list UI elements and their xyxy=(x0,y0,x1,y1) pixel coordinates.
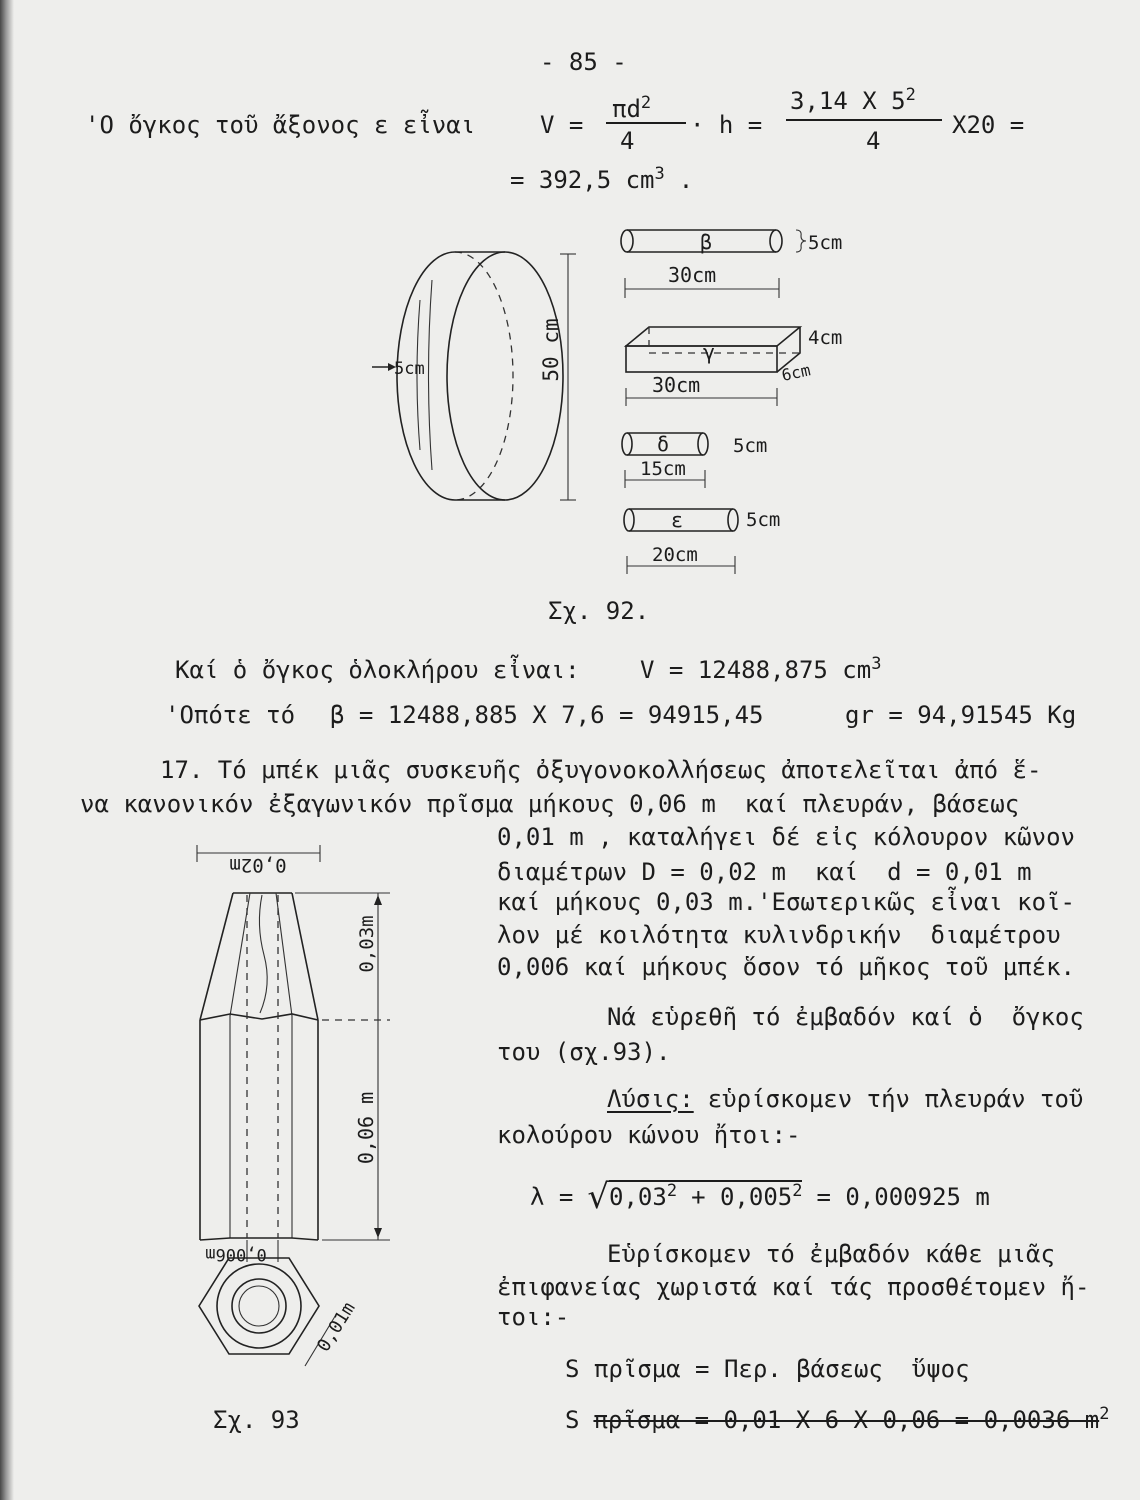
weight-text: 'Οπότε τό xyxy=(165,701,296,729)
prism-bottom-edge xyxy=(200,1238,318,1240)
beta-length-label: 30cm xyxy=(668,263,717,287)
solution-line-1-text: εὑρίσκομεν τήν πλευράν τοῦ xyxy=(707,1085,1084,1113)
hexagon-chamfer-circle xyxy=(217,1264,301,1348)
scan-edge xyxy=(0,0,14,1500)
gamma-front-face xyxy=(626,346,777,372)
figure-93-drawing xyxy=(185,838,400,1398)
fraction-2-numerator xyxy=(790,87,916,115)
problem-17-line-1: 17. Τό μπέκ μιᾶς συσκευῆς ὀξυγονοκολλήσεως ἀποτελεῖται ἀπό ἕ- xyxy=(160,756,1042,784)
gamma-width-label: 6cm xyxy=(779,360,813,385)
arrowhead-bottom xyxy=(374,1228,382,1238)
disc-thickness-label: 5cm xyxy=(394,359,425,379)
delta-diameter-label: 5cm xyxy=(733,435,768,457)
top-diameter-dimension xyxy=(197,845,320,876)
bore-inner-circle xyxy=(239,1286,279,1326)
bore-dimension xyxy=(205,1240,278,1264)
beta-label: β xyxy=(700,230,713,254)
problem-17-line-2: να κανονικόν ἐξαγωνικόν πρῖσμα μήκους 0,06 m καί πλευράν, βάσεως xyxy=(80,790,1020,818)
prism-area-calculation xyxy=(565,1406,1109,1434)
hexagonal-prism xyxy=(200,895,318,1240)
page-number: - 85 - xyxy=(540,48,627,76)
epsilon-length-label: 20cm xyxy=(652,544,698,566)
figure-93-caption: Σχ. 93 xyxy=(213,1406,300,1434)
top-diameter-label: 0,02m xyxy=(229,854,287,876)
epsilon-left-end xyxy=(624,509,634,531)
part-gamma xyxy=(626,327,842,406)
arrowhead-top xyxy=(374,895,382,905)
beta-diameter-label: 5cm xyxy=(808,232,843,254)
delta-left-end xyxy=(622,433,632,455)
hexagon-end-view xyxy=(199,1258,360,1366)
delta-label: δ xyxy=(657,432,670,456)
problem-17-line-4: διαμέτρων D = 0,02 m καί d = 0,01 m xyxy=(497,858,1032,886)
lambda-radicand xyxy=(609,1180,802,1211)
beta-diameter-brace xyxy=(796,230,806,252)
truncated-cone xyxy=(200,893,318,1020)
part-beta xyxy=(621,230,842,298)
figure-92-drawing xyxy=(360,215,870,585)
radicand-term-a-exponent: 2 xyxy=(666,1181,678,1201)
solution-line-3: Εὑρίσκομεν τό ἐμβαδόν κάθε μιᾶς xyxy=(607,1240,1055,1268)
solution-heading: Λύσις: xyxy=(607,1085,694,1113)
fraction-1-numerator-text: πd xyxy=(612,95,641,123)
problem-17-line-6: λον μέ κοιλότητα κυλινδρικήν διαμέτρου xyxy=(497,921,1061,949)
fraction-2-bar xyxy=(786,119,942,121)
cone-left-edge xyxy=(200,893,233,1020)
solution-line-4: ἐπιφανείας χωριστά καί τάς προσθέτομεν ἤ- xyxy=(497,1273,1090,1301)
disc-diameter-dimension xyxy=(539,254,576,500)
problem-17-question-2: του (σχ.93). xyxy=(497,1038,671,1066)
delta-length-label: 15cm xyxy=(640,458,686,480)
solution-line-5: τοι:- xyxy=(497,1303,570,1331)
problem-17-line-7: 0,006 καί μήκους ὅσον τό μῆκος τοῦ μπέκ. xyxy=(497,953,1075,981)
fraction-2-denominator: 4 xyxy=(866,127,881,155)
gamma-height-label: 4cm xyxy=(808,327,843,349)
radicand-term-b: + 0,005 xyxy=(691,1183,793,1211)
gamma-length-label: 30cm xyxy=(652,373,701,397)
figure-92-caption: Σχ. 92. xyxy=(548,597,650,625)
square-root-sign: √ xyxy=(587,1177,610,1217)
axle-volume-intro: 'Ο ὄγκος τοῦ ἄξονος ε εἶναι xyxy=(85,111,476,139)
cone-length-label: 0,03m xyxy=(356,915,378,973)
total-volume-formula xyxy=(640,656,881,684)
bore-diameter-label: 0,006m xyxy=(205,1244,267,1264)
lambda-rhs: = 0,000925 m xyxy=(816,1183,990,1211)
axle-volume-result xyxy=(510,166,693,194)
problem-17-line-3: 0,01 m , καταλήγει δέ εἰς κόλουρον κῶνον xyxy=(497,823,1075,851)
fraction-2-numerator-text: 3,14 X 5 xyxy=(790,87,906,115)
length-factor: X20 = xyxy=(952,111,1025,139)
times-height: · h = xyxy=(690,111,763,139)
lambda-formula xyxy=(530,1177,990,1217)
part-delta xyxy=(622,432,767,488)
weight-result: gr = 94,91545 Kg xyxy=(845,701,1077,729)
epsilon-diameter-label: 5cm xyxy=(746,509,781,531)
fraction-1-exponent: 2 xyxy=(640,93,652,113)
fraction-1-numerator xyxy=(612,95,651,123)
fraction-1-denominator: 4 xyxy=(620,127,635,155)
volume-symbol: V = xyxy=(540,111,584,139)
side-length-label: 0,01m xyxy=(313,1298,360,1356)
problem-17-question-1: Νά εὑρεθῆ τό ἐμβαδόν καί ὁ ὄγκος xyxy=(607,1003,1084,1031)
length-dimensions xyxy=(295,893,390,1240)
epsilon-label: ε xyxy=(671,508,684,532)
lambda-lhs: λ = xyxy=(530,1183,574,1211)
axle-volume-result-exponent: 3 xyxy=(654,164,665,184)
total-volume-formula-text: V = 12488,875 cm xyxy=(640,656,872,684)
problem-17-line-5: καί μήκους 0,03 m.'Εσωτερικῶς εἶναι κοῖ- xyxy=(497,888,1075,916)
prism-area-struck-text: πρῖσμα = 0,01 X 6 X 0,06 = 0,0036 m xyxy=(593,1406,1100,1434)
solution-line-1 xyxy=(607,1085,1083,1113)
total-volume-exponent: 3 xyxy=(871,654,882,674)
prism-area-symbol: S xyxy=(565,1406,580,1434)
beta-right-end xyxy=(770,230,782,252)
cone-base-edge xyxy=(200,1014,318,1020)
fraction-1-bar xyxy=(606,122,686,124)
disc-thickness-dimension xyxy=(372,359,425,379)
prism-area-exponent: 2 xyxy=(1099,1404,1110,1424)
total-volume-text: Καί ὁ ὄγκος ὁλοκλήρου εἶναι: xyxy=(175,656,580,684)
disc-diameter-label: 50 cm xyxy=(539,318,563,382)
delta-right-end xyxy=(698,433,708,455)
cone-shading-line xyxy=(259,895,267,1013)
radicand-term-a: 0,03 xyxy=(609,1183,667,1211)
radicand-term-b-exponent: 2 xyxy=(792,1181,803,1201)
solution-line-2: κολούρου κώνου ἤτοι:- xyxy=(497,1121,801,1149)
axle-volume-result-text: = 392,5 cm xyxy=(510,166,655,194)
gamma-label: γ xyxy=(703,340,716,364)
fraction-2-exponent: 2 xyxy=(905,85,916,105)
axle-volume-result-end: . xyxy=(678,166,694,194)
prism-area-formula: S πρῖσμα = Περ. βάσεως ὕψος xyxy=(565,1355,970,1383)
epsilon-right-end xyxy=(728,509,738,531)
cone-right-edge xyxy=(292,893,318,1020)
bore-outer-circle xyxy=(232,1279,286,1333)
part-epsilon xyxy=(624,508,780,574)
prism-length-label: 0,06 m xyxy=(354,1091,378,1165)
beta-left-end xyxy=(621,230,633,252)
weight-formula: β = 12488,885 X 7,6 = 94915,45 xyxy=(330,701,764,729)
